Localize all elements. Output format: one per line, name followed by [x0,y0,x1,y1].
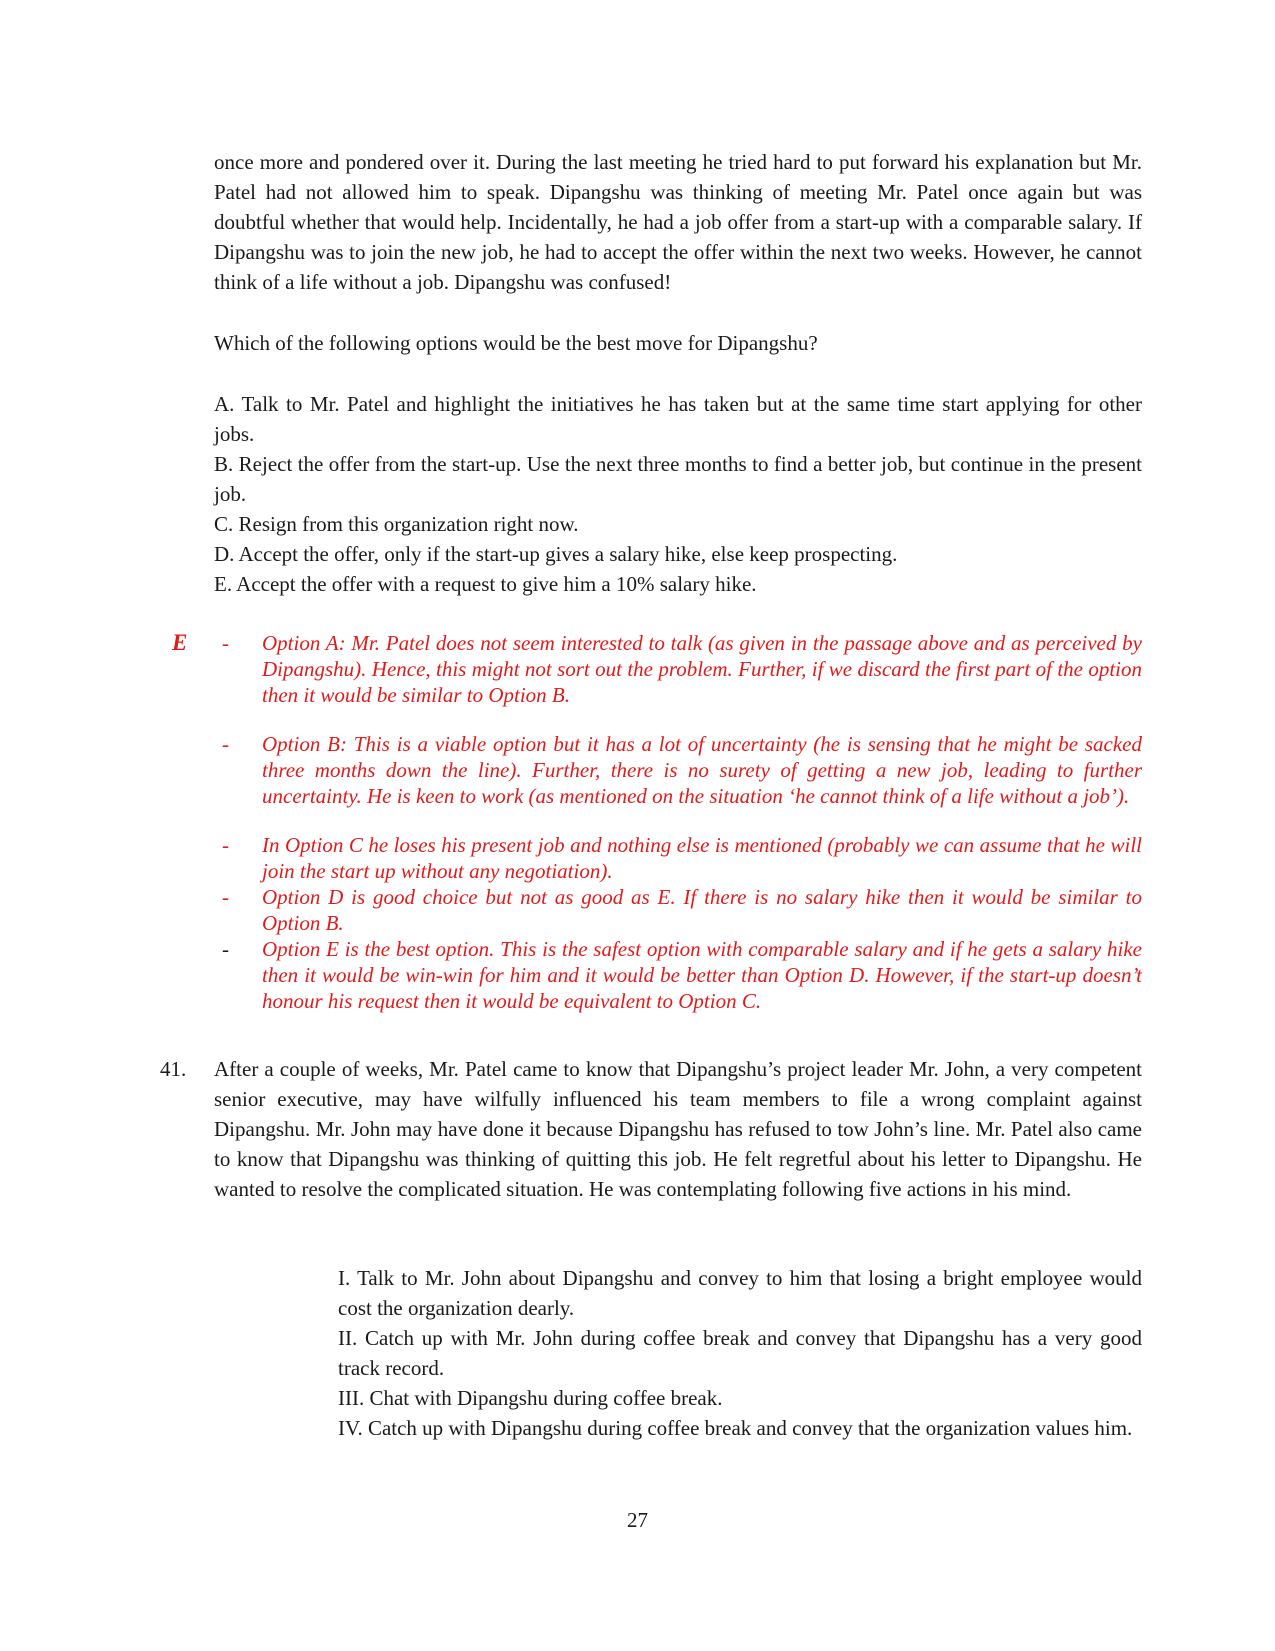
explanation-text: Option A: Mr. Patel does not seem interested to talk (as given in the passage above and as perceived by Dipangshu). Hence, this might not sort out the problem. Further, if we discard the first part of the option then it would be similar to Option B. [262,631,1142,707]
bullet-dash: - [222,631,229,655]
intro-paragraph [214,147,1142,297]
answer-letter: E [172,630,188,655]
actions-list [338,1263,1142,1443]
bullet-dash: - [222,937,229,961]
bullet-dash: - [222,885,229,909]
explanation-option-c [222,832,1142,884]
question-41-text: After a couple of weeks, Mr. Patel came to know that Dipangshu’s project leader Mr. John, a very competent senior executive, may have wilfully influenced his team members to file a wrong complaint against Dipangshu. Mr. John may have done it because Dipangshu has refused to tow John’s line. Mr. Patel also came to know that Dipangshu was thinking of quitting this job. He felt regretful about his letter to Dipangshu. He wanted to resolve the complicated situation. He was contemplating following five actions in his mind. [214,1057,1142,1201]
action-i: I. Talk to Mr. John about Dipangshu and convey to him that losing a bright employee would cost the organization dearly. [338,1266,1142,1320]
option-a: A. Talk to Mr. Patel and highlight the initiatives he has taken but at the same time start applying for other jobs. [214,392,1142,446]
explanation-option-a [222,630,1142,708]
explanation-text: Option B: This is a viable option but it has a lot of uncertainty (he is sensing that he might be sacked three months down the line). Further, there is no surety of getting a new job, leading to further uncertainty. He is keen to work (as mentioned on the situation ‘he cannot think of a life without a job’). [262,732,1142,808]
question-prompt [214,328,1142,358]
explanation-text: Option E is the best option. This is the safest option with comparable salary and if he gets a salary hike then it would be win-win for him and it would be better than Option D. However, if the start-up doesn’t honour his request then it would be equivalent to Option C. [262,937,1142,1013]
explanation-text: Option D is good choice but not as good as E. If there is no salary hike then it would be similar to Option B. [262,885,1142,935]
explanation-text: In Option C he loses his present job and nothing else is mentioned (probably we can assume that he will join the start up without any negotiation). [262,833,1142,883]
explanation-option-b [222,731,1142,809]
options-list [214,389,1142,599]
option-d: D. Accept the offer, only if the start-up gives a salary hike, else keep prospecting. [214,542,898,566]
action-ii: II. Catch up with Mr. John during coffee break and convey that Dipangshu has a very good track record. [338,1326,1142,1380]
option-e: E. Accept the offer with a request to give him a 10% salary hike. [214,572,757,596]
explanation-option-e [222,936,1142,1014]
action-iv: IV. Catch up with Dipangshu during coffee break and convey that the organization values him. [338,1416,1133,1440]
intro-text: once more and pondered over it. During the last meeting he tried hard to put forward his explanation but Mr. Patel had not allowed him to speak. Dipangshu was thinking of meeting Mr. Patel once again but was doubtful whether that would help. Incidentally, he had a job offer from a start-up with a comparable salary. If Dipangshu was to join the new job, he had to accept the offer within the next two weeks. However, he cannot think of a life without a job. Dipangshu was confused! [214,150,1142,294]
action-iii: III. Chat with Dipangshu during coffee break. [338,1386,723,1410]
page-number: 27 [627,1508,648,1532]
option-c: C. Resign from this organization right now. [214,512,579,536]
question-number: 41. [160,1057,187,1081]
explanation-option-d [222,884,1142,936]
question-text: Which of the following options would be the best move for Dipangshu? [214,331,818,355]
bullet-dash: - [222,833,229,857]
bullet-dash: - [222,732,229,756]
question-41 [214,1054,1142,1204]
option-b: B. Reject the offer from the start-up. Use the next three months to find a better job, but continue in the present job. [214,452,1142,506]
